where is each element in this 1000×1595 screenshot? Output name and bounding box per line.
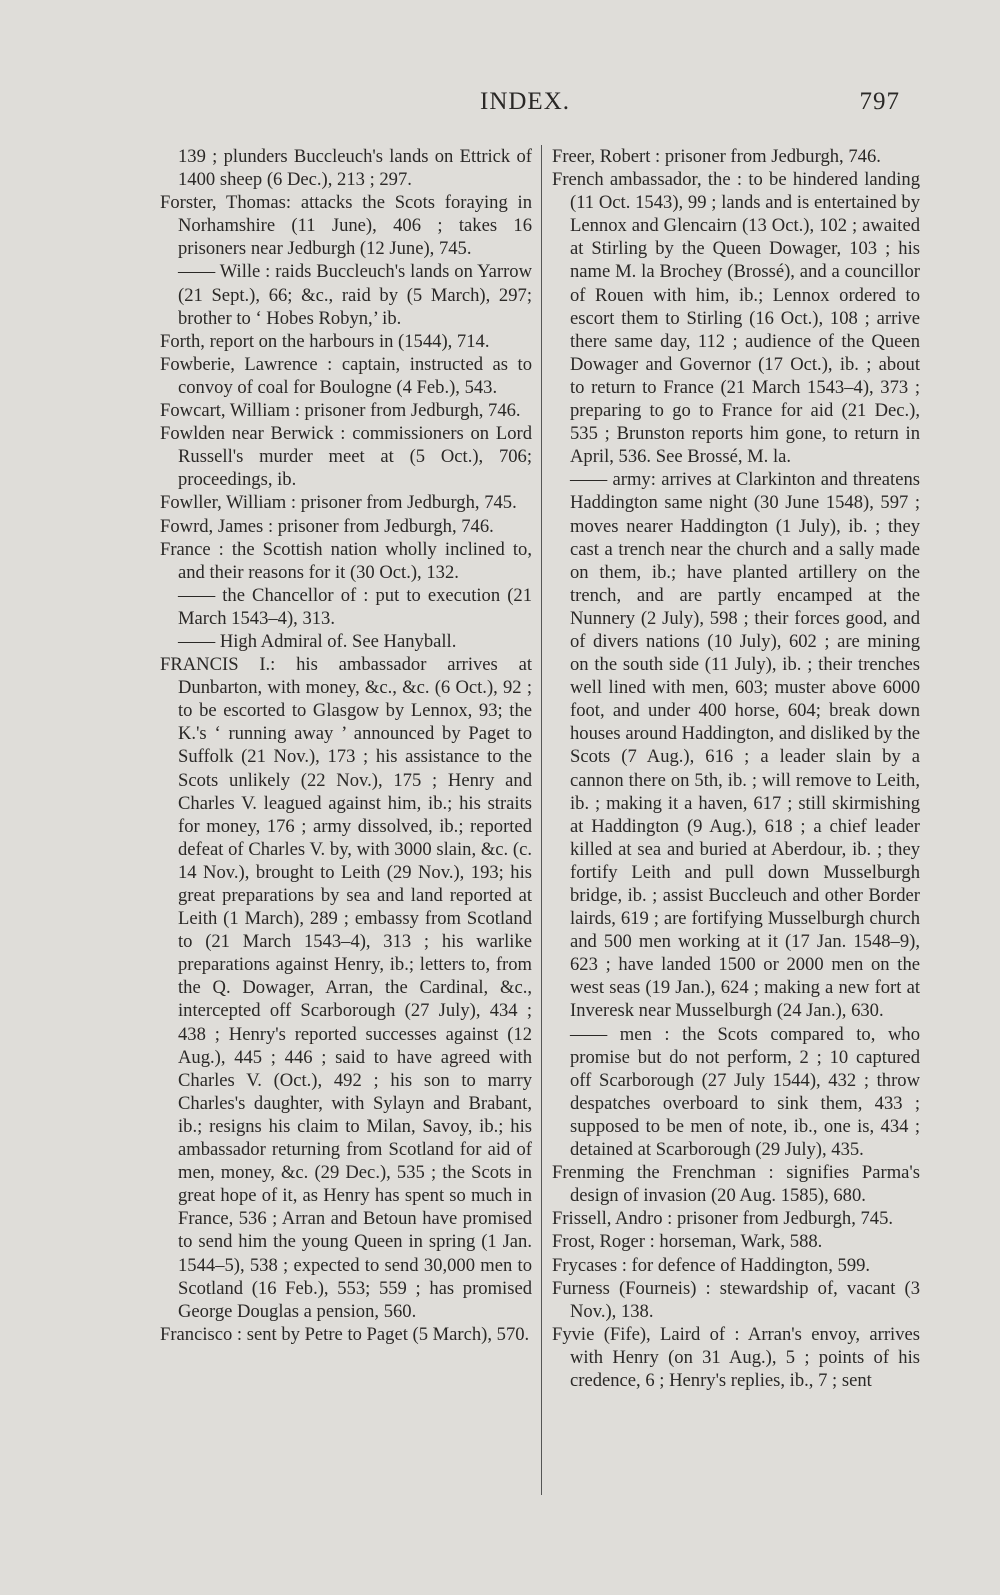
right-column: [552, 145, 920, 1392]
index-entry: —— Wille : raids Buccleuch's lands on Yarrow (21 Sept.), 66; &c., raid by (5 March), 297; brother to ‘ Hobes Robyn,’ ib.: [178, 261, 532, 329]
index-entry: Fowberie, Lawrence : captain, instructed as to convoy of coal for Boulogne (4 Feb.), 543.: [160, 353, 532, 398]
page-number: 797: [859, 88, 900, 115]
index-entry: Fyvie (Fife), Laird of : Arran's envoy, arrives with Henry (on 31 Aug.), 5 ; points of his credence, 6 ; Henry's replies, ib., 7 ; sent: [552, 1323, 920, 1391]
index-entry: Frost, Roger : horseman, Wark, 588.: [552, 1231, 823, 1253]
index-entry: France : the Scottish nation wholly inclined to, and their reasons for it (30 Oct.), 132.: [160, 538, 532, 583]
index-entry: FRANCIS I.: his ambassador arrives at Dunbarton, with money, &c., &c. (6 Oct.), 92 ; to be escorted to Glasgow by Lennox, 93; the K.'s ‘ running away ’ announced by Paget to Suffolk (21 Nov.), 173 ; his assistance to the Scots unlikely (22 Nov.), 175 ; Henry and Charles V. leagued against him, ib.; his straits for money, 176 ; army dissolved, ib.; reported defeat of Charles V. by, with 3000 slain, &c. (c. 14 Nov.), brought to Leith (29 Nov.), 193; his great preparations by sea and land reported at Leith (1 March), 289 ; embassy from Scotland to (21 March 1543–4), 313 ; his warlike preparations against Henry, ib.; letters to, from the Q. Dowager, Arran, the Cardinal, &c., intercepted off Scarborough (27 July), 434 ; 438 ; Henry's reported successes against (12 Aug.), 445 ; 446 ; said to have agreed with Charles V. (Oct.), 492 ; his son to marry Charles's daughter, with Sylayn and Brabant, ib.; resigns his claim to Milan, Savoy, ib.; his ambassador returning from Scotland for aid of men, money, &c. (29 Dec.), 535 ; the Scots in great hope of it, as Henry has spent so much in France, 536 ; Arran and Betoun have promised to send him the young Queen in spring (1 Jan. 1544–5), 538 ; expected to send 30,000 men to Scotland (16 Feb.), 553; 559 ; has promised George Douglas a pension, 560.: [160, 654, 532, 1322]
index-entry: Forster, Thomas: attacks the Scots foraying in Norhamshire (11 June), 406 ; takes 16 prisoners near Jedburgh (12 June), 745.: [160, 192, 532, 260]
index-entry: —— men : the Scots compared to, who promise but do not perform, 2 ; 10 captured off Scarborough (27 July 1544), 432 ; throw despatches overboard to sink them, 433 ; supposed to be men of note, ib., one is, 434 ; detained at Scarborough (29 July), 435.: [570, 1023, 920, 1161]
index-entry: —— the Chancellor of : put to execution (21 March 1543–4), 313.: [178, 584, 532, 629]
index-entry: Fowller, William : prisoner from Jedburgh, 745.: [160, 492, 517, 514]
column-divider: [541, 145, 542, 1495]
index-entry: Frenming the Frenchman : signifies Parma's design of invasion (20 Aug. 1585), 680.: [552, 1162, 920, 1207]
index-entry: Freer, Robert : prisoner from Jedburgh, 746.: [552, 146, 881, 167]
index-entry: French ambassador, the : to be hindered landing (11 Oct. 1543), 99 ; lands and is entertained by Lennox and Glencairn (13 Oct.), 102 ; awaited at Stirling by the Queen Dowager, 103 ; his name M. la Brochey (Brossé), and a councillor of Rouen with him, ib.; Lennox ordered to escort them to Stirling (16 Oct.), 108 ; arrive there same day, 112 ; audience of the Queen Dowager and Governor (17 Oct.), ib. ; about to return to France (21 March 1543–4), 373 ; preparing to go to France for aid (21 Dec.), 535 ; Brunston reports him gone, to return in April, 536. See Brossé, M. la.: [552, 169, 920, 468]
index-entry: Frissell, Andro : prisoner from Jedburgh, 745.: [552, 1208, 894, 1230]
page-title: INDEX.: [480, 88, 571, 115]
index-entry: —— army: arrives at Clarkinton and threatens Haddington same night (30 June 1548), 597 ; moves nearer Haddington (1 July), ib. ; they cast a trench near the church and a sally made on them, ib.; have planted artillery on the trench, and are partly encamped at the Nunnery (2 July), 598 ; their forces good, and of divers nations (10 July), 602 ; are mining on the south side (11 July), ib. ; their trenches well lined with men, 603; muster above 6000 foot, and under 400 horse, 604; break down houses around Haddington, and disliked by the Scots (7 Aug.), 616 ; a leader slain by a cannon there on 5th, ib. ; will remove to Leith, ib. ; making it a haven, 617 ; still skirmishing at Haddington (9 Aug.), 618 ; a chief leader killed at sea and buried at Aberdour, ib. ; they fortify Leith and pull down Musselburgh bridge, ib. ; assist Buccleuch and other Border lairds, 619 ; are fortifying Musselburgh church and 500 men working at it (17 Jan. 1548–9), 623 ; have landed 1500 or 2000 men on the west seas (19 Jan.), 624 ; making a new fort at Inveresk near Musselburgh (24 Jan.), 630.: [570, 469, 920, 1022]
index-entry: —— High Admiral of. See Hanyball.: [178, 630, 457, 652]
index-entry: Fowrd, James : prisoner from Jedburgh, 746.: [160, 515, 494, 537]
left-column: [160, 145, 532, 1346]
index-entry: Frycases : for defence of Haddington, 599.: [552, 1254, 871, 1276]
running-head: [480, 88, 900, 116]
index-entry: 139 ; plunders Buccleuch's lands on Ettrick of 1400 sheep (6 Dec.), 213 ; 297.: [178, 146, 532, 191]
index-entry: Fowlden near Berwick : commissioners on Lord Russell's murder meet at (5 Oct.), 706; proceedings, ib.: [160, 423, 532, 491]
index-entry: Francisco : sent by Petre to Paget (5 March), 570.: [160, 1323, 530, 1345]
index-entry: Furness (Fourneis) : stewardship of, vacant (3 Nov.), 138.: [552, 1277, 920, 1322]
index-entry: Forth, report on the harbours in (1544), 714.: [160, 330, 490, 352]
index-entry: Fowcart, William : prisoner from Jedburgh, 746.: [160, 400, 521, 422]
